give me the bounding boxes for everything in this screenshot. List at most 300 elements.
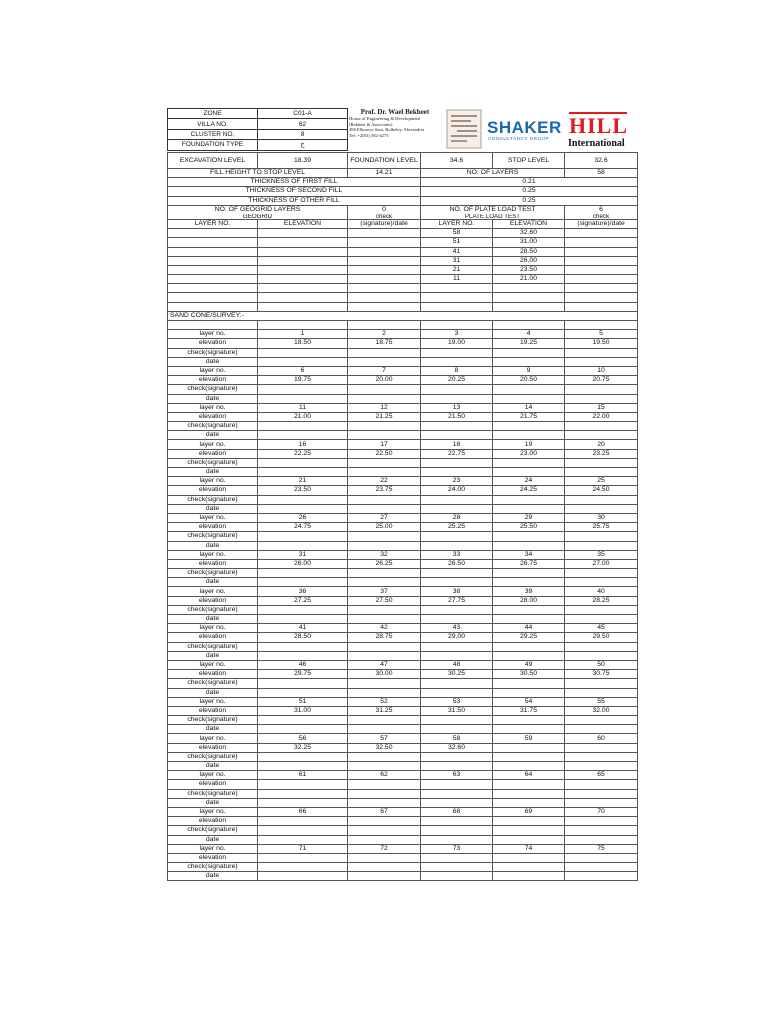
empty-cell [421, 348, 493, 357]
elevation-cell [421, 780, 493, 789]
elevation-cell [565, 743, 638, 752]
check-label: check(signature) [168, 789, 258, 798]
elevation-cell: 23.75 [348, 486, 421, 495]
layer-no-cell: 22 [348, 477, 421, 486]
geogrid-value: 0 [348, 205, 421, 214]
empty-cell [168, 275, 258, 284]
elevation-cell: 21.75 [493, 412, 565, 421]
elevation-cell [493, 817, 565, 826]
check-signature-row [168, 863, 638, 872]
geogrid-row [168, 205, 638, 214]
empty-cell [421, 835, 493, 844]
project-info-label: CLUSTER NO. [168, 129, 258, 139]
empty-cell [493, 826, 565, 835]
empty-cell [421, 422, 493, 431]
empty-cell [565, 394, 638, 403]
empty-cell [348, 651, 421, 660]
check-label: check(signature) [168, 679, 258, 688]
layer-table-header [168, 219, 638, 228]
other-fill-value: 0.25 [421, 196, 638, 205]
date-row [168, 541, 638, 550]
layer-label: layer no. [168, 550, 258, 559]
layer-no-cell: 60 [565, 734, 638, 743]
project-info-value: ج [258, 140, 348, 150]
date-label: date [168, 798, 258, 807]
plate-load-value: 6 [565, 205, 638, 214]
plate-layer-no: 41 [421, 247, 493, 256]
empty-cell [493, 716, 565, 725]
date-row [168, 651, 638, 660]
empty-cell [348, 835, 421, 844]
elevation-cell: 20.50 [493, 376, 565, 385]
empty-cell [565, 835, 638, 844]
empty-cell [348, 688, 421, 697]
plate-load-label: NO. OF PLATE LOAD TEST [421, 205, 565, 214]
check-label: check(signature) [168, 569, 258, 578]
elevation-cell: 19.00 [421, 339, 493, 348]
layer-label: layer no. [168, 440, 258, 449]
date-label: date [168, 357, 258, 366]
layer-no-cell: 69 [493, 807, 565, 816]
layer-no-cell: 59 [493, 734, 565, 743]
layer-no-cell: 10 [565, 366, 638, 375]
plate-elevation: 23.50 [493, 265, 565, 274]
layer-no-row [168, 513, 638, 522]
project-info-label: ZONE [168, 109, 258, 119]
empty-cell [493, 348, 565, 357]
empty-cell [493, 605, 565, 614]
empty-cell [348, 716, 421, 725]
empty-cell [493, 835, 565, 844]
empty-cell [493, 725, 565, 734]
empty-cell [421, 679, 493, 688]
empty-cell [258, 605, 348, 614]
check-label-1: check [348, 214, 421, 220]
layer-no-row [168, 771, 638, 780]
empty-cell [421, 504, 493, 513]
project-info-row [168, 129, 348, 139]
stop-level-label: STOP LEVEL [493, 153, 565, 169]
empty-cell [493, 541, 565, 550]
elevation-cell [348, 817, 421, 826]
date-row [168, 798, 638, 807]
layer-no-cell: 19 [493, 440, 565, 449]
empty-cell [493, 532, 565, 541]
elevation-row [168, 486, 638, 495]
blank-row [168, 302, 638, 311]
other-fill-row [168, 196, 638, 205]
elevation-cell: 30.75 [565, 670, 638, 679]
date-label: date [168, 578, 258, 587]
elevation-cell [258, 853, 348, 862]
empty-cell [493, 642, 565, 651]
elevation-cell: 22.00 [565, 412, 638, 421]
elevation-cell: 27.25 [258, 596, 348, 605]
empty-cell [348, 385, 421, 394]
check-signature-row [168, 752, 638, 761]
check-label: check(signature) [168, 495, 258, 504]
empty-cell [565, 468, 638, 477]
plate-layer-no: 51 [421, 238, 493, 247]
layer-no-cell: 40 [565, 587, 638, 596]
elevation-cell [565, 817, 638, 826]
empty-cell [258, 615, 348, 624]
empty-cell [168, 229, 258, 238]
excavation-value: 18.39 [258, 153, 348, 169]
empty-cell [565, 532, 638, 541]
layer-no-cell: 72 [348, 844, 421, 853]
plate-elevation: 21.00 [493, 275, 565, 284]
elevation-row [168, 339, 638, 348]
layer-no-cell: 47 [348, 660, 421, 669]
empty-cell [348, 458, 421, 467]
empty-cell [258, 716, 348, 725]
prof-address-block [349, 109, 441, 138]
empty-cell [421, 863, 493, 872]
elevation-cell: 23.50 [258, 486, 348, 495]
layer-no-cell: 2 [348, 330, 421, 339]
date-row [168, 357, 638, 366]
empty-cell [258, 679, 348, 688]
layer-no-cell: 67 [348, 807, 421, 816]
layer-no-cell: 11 [258, 403, 348, 412]
empty-cell [421, 798, 493, 807]
empty-cell [258, 789, 348, 798]
empty-cell [565, 422, 638, 431]
elevation-cell: 26.25 [348, 559, 421, 568]
empty-cell [258, 275, 348, 284]
elevation-cell: 23.00 [493, 449, 565, 458]
check-label: check(signature) [168, 752, 258, 761]
blank-row [168, 321, 638, 330]
empty-cell [348, 275, 421, 284]
layer-no-cell: 62 [348, 771, 421, 780]
col-layer-no: LAYER NO. [168, 219, 258, 228]
prof-name: Prof. Dr. Wael Bekheet [360, 108, 430, 116]
elevation-cell [258, 817, 348, 826]
check-label: check(signature) [168, 348, 258, 357]
empty-cell [565, 716, 638, 725]
empty-cell [565, 385, 638, 394]
layer-no-cell: 36 [258, 587, 348, 596]
date-row [168, 578, 638, 587]
empty-cell [348, 826, 421, 835]
empty-cell [493, 504, 565, 513]
empty-cell [565, 863, 638, 872]
check-signature-row [168, 495, 638, 504]
empty-cell [565, 541, 638, 550]
empty-cell [421, 762, 493, 771]
empty-cell [565, 826, 638, 835]
empty-cell [348, 569, 421, 578]
empty-cell [493, 495, 565, 504]
empty-cell [258, 238, 348, 247]
layer-no-cell: 65 [565, 771, 638, 780]
layer-no-cell: 66 [258, 807, 348, 816]
empty-cell [421, 458, 493, 467]
empty-cell [421, 357, 493, 366]
empty-cell [565, 578, 638, 587]
elevation-cell: 20.00 [348, 376, 421, 385]
elevation-label: elevation [168, 670, 258, 679]
empty-cell [565, 789, 638, 798]
empty-cell [565, 872, 638, 881]
empty-cell [565, 265, 638, 274]
plate-elevation: 26.00 [493, 256, 565, 265]
layer-no-row [168, 550, 638, 559]
first-fill-label: THICKNESS OF FIRST FILL [168, 178, 421, 187]
project-info-label: FOUNDATION TYPE [168, 140, 258, 150]
check-label: check(signature) [168, 642, 258, 651]
blank-row [168, 293, 638, 302]
date-label: date [168, 615, 258, 624]
elevation-row [168, 780, 638, 789]
layer-no-cell: 50 [565, 660, 638, 669]
elevation-cell: 31.75 [493, 706, 565, 715]
elevation-cell: 32.00 [565, 706, 638, 715]
col-elevation-2: ELEVATION [493, 219, 565, 228]
check-signature-row [168, 385, 638, 394]
elevation-cell: 27.75 [421, 596, 493, 605]
empty-cell [348, 265, 421, 274]
inspection-sheet [167, 108, 637, 881]
layer-no-cell: 20 [565, 440, 638, 449]
check-label-2: check [565, 214, 638, 220]
empty-cell [348, 798, 421, 807]
prof-line-4: Tel: +2(03) 582-4275 [349, 132, 389, 138]
empty-cell [348, 504, 421, 513]
elevation-cell: 21.50 [421, 412, 493, 421]
sheet-header [167, 108, 637, 152]
empty-cell [493, 872, 565, 881]
empty-cell [565, 752, 638, 761]
elevation-cell: 31.00 [258, 706, 348, 715]
project-info-row [168, 109, 348, 119]
layer-no-row [168, 587, 638, 596]
empty-cell [258, 468, 348, 477]
layer-label: layer no. [168, 807, 258, 816]
elevation-cell: 20.25 [421, 376, 493, 385]
empty-cell [421, 394, 493, 403]
blank-row [168, 284, 638, 293]
check-label: check(signature) [168, 422, 258, 431]
layer-no-cell: 15 [565, 403, 638, 412]
empty-cell [258, 651, 348, 660]
layer-no-cell: 21 [258, 477, 348, 486]
empty-cell [565, 229, 638, 238]
check-label: check(signature) [168, 826, 258, 835]
elevation-cell: 31.25 [348, 706, 421, 715]
layer-no-cell: 26 [258, 513, 348, 522]
foundation-label: FOUNDATION LEVEL [348, 153, 421, 169]
date-row [168, 835, 638, 844]
elevation-cell: 29.75 [258, 670, 348, 679]
empty-cell [348, 238, 421, 247]
stop-level-value: 32.6 [565, 153, 638, 169]
layer-no-cell: 71 [258, 844, 348, 853]
elevation-label: elevation [168, 339, 258, 348]
layer-no-cell: 46 [258, 660, 348, 669]
layer-no-cell: 4 [493, 330, 565, 339]
empty-cell [348, 578, 421, 587]
elevation-row [168, 743, 638, 752]
layer-no-cell: 70 [565, 807, 638, 816]
consultancy-group-text: CONSULTANCY GROUP [488, 136, 550, 141]
layer-no-cell: 5 [565, 330, 638, 339]
empty-cell [421, 541, 493, 550]
date-row [168, 394, 638, 403]
elevation-cell: 22.25 [258, 449, 348, 458]
date-row [168, 504, 638, 513]
empty-cell [168, 265, 258, 274]
layer-no-cell: 16 [258, 440, 348, 449]
check-signature-row [168, 716, 638, 725]
empty-cell [421, 615, 493, 624]
date-label: date [168, 394, 258, 403]
empty-cell [168, 256, 258, 265]
empty-cell [258, 458, 348, 467]
elevation-label: elevation [168, 449, 258, 458]
first-fill-row [168, 178, 638, 187]
empty-cell [493, 752, 565, 761]
layer-no-cell: 32 [348, 550, 421, 559]
elevation-row [168, 449, 638, 458]
empty-cell [348, 394, 421, 403]
empty-cell [348, 495, 421, 504]
layer-no-cell: 35 [565, 550, 638, 559]
elevation-cell: 26.75 [493, 559, 565, 568]
prof-line-2: (Bekheet & Associates) [349, 121, 393, 127]
empty-cell [258, 247, 348, 256]
other-fill-label: THICKNESS OF OTHER FILL [168, 196, 421, 205]
layer-no-cell: 14 [493, 403, 565, 412]
elevation-cell: 28.00 [493, 596, 565, 605]
elevation-cell: 19.50 [565, 339, 638, 348]
date-label: date [168, 762, 258, 771]
empty-cell [421, 605, 493, 614]
plate-layer-no: 58 [421, 229, 493, 238]
empty-cell [421, 385, 493, 394]
layer-no-cell: 9 [493, 366, 565, 375]
empty-cell [493, 468, 565, 477]
elevation-label: elevation [168, 596, 258, 605]
layer-no-row [168, 440, 638, 449]
elevation-cell: 30.25 [421, 670, 493, 679]
empty-cell [348, 679, 421, 688]
empty-cell [565, 651, 638, 660]
empty-cell [258, 256, 348, 265]
empty-cell [421, 495, 493, 504]
check-signature-row [168, 679, 638, 688]
date-row [168, 725, 638, 734]
elevation-row [168, 376, 638, 385]
layer-no-cell: 33 [421, 550, 493, 559]
plate-layer-no: 31 [421, 256, 493, 265]
empty-cell [493, 458, 565, 467]
elevation-cell: 26.50 [421, 559, 493, 568]
empty-cell [565, 256, 638, 265]
empty-cell [565, 798, 638, 807]
check-signature-row [168, 605, 638, 614]
layers-count-label: NO. OF LAYERS [421, 169, 565, 178]
layer-no-cell: 43 [421, 624, 493, 633]
elevation-cell: 19.25 [493, 339, 565, 348]
layer-no-cell: 30 [565, 513, 638, 522]
layer-no-cell: 49 [493, 660, 565, 669]
layer-no-cell: 73 [421, 844, 493, 853]
elevation-cell: 25.50 [493, 523, 565, 532]
layer-no-row [168, 734, 638, 743]
project-info-value: 62 [258, 119, 348, 129]
layers-count-value: 58 [565, 169, 638, 178]
empty-cell [565, 357, 638, 366]
layer-no-cell: 28 [421, 513, 493, 522]
empty-cell [348, 642, 421, 651]
elevation-cell: 27.00 [565, 559, 638, 568]
layer-label: layer no. [168, 844, 258, 853]
empty-cell [258, 798, 348, 807]
empty-cell [493, 431, 565, 440]
international-text: International [568, 138, 625, 149]
layer-label: layer no. [168, 513, 258, 522]
empty-cell [421, 725, 493, 734]
check-label: check(signature) [168, 863, 258, 872]
empty-cell [493, 651, 565, 660]
layer-no-cell: 38 [421, 587, 493, 596]
elevation-row [168, 853, 638, 862]
elevation-cell: 22.50 [348, 449, 421, 458]
empty-cell [258, 826, 348, 835]
elevation-cell: 18.50 [258, 339, 348, 348]
layer-label: layer no. [168, 587, 258, 596]
empty-cell [565, 615, 638, 624]
empty-cell [168, 238, 258, 247]
empty-cell [493, 578, 565, 587]
elevation-cell [348, 853, 421, 862]
check-label: check(signature) [168, 385, 258, 394]
date-label: date [168, 541, 258, 550]
first-fill-value: 0.21 [421, 178, 638, 187]
elevation-cell: 29.25 [493, 633, 565, 642]
elevation-label: elevation [168, 523, 258, 532]
project-info-value: C01-A [258, 109, 348, 119]
elevation-label: elevation [168, 853, 258, 862]
shaker-logo-text: SHAKER [487, 118, 562, 137]
empty-cell [493, 422, 565, 431]
empty-cell [258, 863, 348, 872]
empty-cell [258, 835, 348, 844]
levels-table [167, 152, 638, 881]
date-label: date [168, 431, 258, 440]
empty-cell [493, 569, 565, 578]
empty-cell [565, 275, 638, 284]
elevation-cell: 19.75 [258, 376, 348, 385]
empty-cell [493, 789, 565, 798]
elevation-cell: 20.75 [565, 376, 638, 385]
layer-no-row [168, 403, 638, 412]
date-label: date [168, 725, 258, 734]
empty-cell [258, 752, 348, 761]
check-label: check(signature) [168, 716, 258, 725]
plate-layer-no: 21 [421, 265, 493, 274]
empty-cell [348, 422, 421, 431]
layer-no-cell: 24 [493, 477, 565, 486]
elevation-cell: 25.00 [348, 523, 421, 532]
layer-no-cell: 7 [348, 366, 421, 375]
elevation-label: elevation [168, 412, 258, 421]
layer-no-cell: 31 [258, 550, 348, 559]
empty-cell [348, 789, 421, 798]
